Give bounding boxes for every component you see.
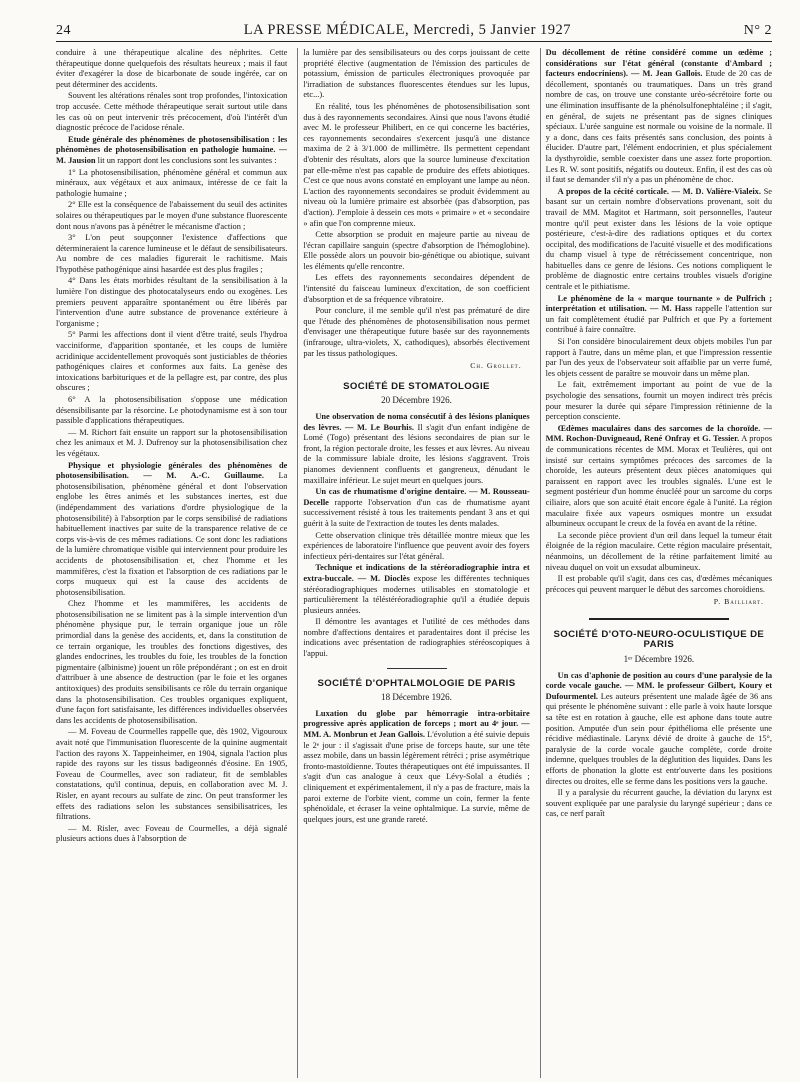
paragraph: — M. Foveau de Courmelles rappelle que, dès 1902, Vigouroux avait noté que l'immunisation fluorescente de la quinine augmentait l'action des rayons X. Tappeinheimer, en 1904, signala l'action plus rapide des rayons sur les tissus badigeonnés d'éosine. En 1905, Foveau de Courmelles, avec son radiateur, fit de semblables constatations, qu'il continua, depuis, en collaboration avec M. J. Risler, en ayant recours au sulfate de zinc. On peut transformer les effets des radiations selon les substances sensibilisatrices, les filtrations.	[56, 727, 288, 822]
paragraph: Souvent les altérations rénales sont trop profondes, l'intoxication trop accusée. Cette méthode thérapeutique serait surtout utile dans les cas où on peut intervenir très précocement, d'où l'intérêt d'un diagnostic précoce de l'acidose rénale.	[56, 91, 288, 133]
paragraph: Cette absorption se produit en majeure partie au niveau de l'écran capillaire sanguin (spectre d'absorption de l'hémoglobine). Elle possède alors un pouvoir bio-génétique ou abiotique, suivant les éléments qu'elle rencontre.	[303, 230, 530, 271]
paragraph-text: rapporte l'observation d'un cas de rhumatisme ayant successivement résisté à tous les traitements pendant 3 ans et qui guérit à la suite de l'extraction de toutes les dents malades.	[303, 497, 530, 528]
signature: Ch. Grollet.	[470, 361, 522, 371]
article-columns	[56, 48, 772, 1078]
section-date: 1ᵉʳ Décembre 1926.	[623, 654, 695, 665]
paragraph: La seconde pièce provient d'un œil dans lequel la tumeur était éloignée de la région maculaire. Cette région maculaire présentait, néanmoins, un décollement de la rétine parfaitement limité au niveau duquel on voit un exsudat albumineux.	[545, 530, 773, 572]
section-divider	[387, 668, 447, 669]
paragraph-heading: Luxation du globe par hémorragie intra-orbitaire progressive après application de forceps ; mort au 4ᵉ jour. — MM. A. Monbrun et Jean Gallois.	[303, 708, 530, 740]
conclusion-item: 1° La photosensibilisation, phénomène général et commun aux minéraux, aux végétaux et aux animaux, intéresse de ce fait la pathologie humaine ;	[56, 167, 288, 198]
paragraph-heading: Un cas de rhumatisme d'origine dentaire. — M. Rousseau-Decelle	[303, 487, 530, 507]
paragraph	[303, 563, 529, 616]
paragraph-heading: Technique et indications de la stéréoradiographie intra et extra-buccale. — M. Dioclès	[303, 563, 530, 583]
paragraph	[56, 461, 287, 599]
paragraph: Le fait, extrêmement important au point de vue de la psychologie des sensations, fournit un moyen indirect très précis pour mesurer la durée qui sépare l'impression rétinienne de la perception consciente.	[545, 380, 773, 422]
conclusion-item: 6° A la photosensibilisation s'oppose une médication désensibilisante par la résorcine. Le photodynamisme est à son tour passible d'applications thérapeutiques.	[56, 395, 288, 426]
paragraph-text: La photosensibilisation, phénomène général et dont l'observation englobe les êtres animés et les substances inertes, est due (indépendamment des variations d'ordre physiologique de la photosensibilité) à l'absorption par le corps sensibilisé de radiations habituellement inactives par suite de la transparence relative de ce corps vis-à-vis de ces mêmes radiations. Ce sont donc les radiations de la lumière chromatique visible qui interviennent pour produire les accidents de photosensibilisation et, chez l'homme et les mammifères, c'est la fixation et l'absorption de ces radiations par le corps muqueux qui est la cause des accidents de photosensibilisation.	[56, 471, 288, 597]
paragraph	[546, 671, 772, 788]
paragraph-text: lit un rapport dont les conclusions sont les suivantes :	[95, 155, 277, 165]
paragraph-heading: Du décollement de rétine considéré comme un œdème ; considérations sur l'état général (constante d'Ambard ; facteurs endocriniens). — M. Jean Gallois.	[545, 48, 773, 79]
paragraph: Chez l'homme et les mammifères, les accidents de photosensibilisation ne se limitent pas à la simple intervention d'un phénomène physique pur, le terrain organique joue un rôle primordial dans la genèse des accidents, et, dans la constitution de ce terrain organique, les troubles des fonctions digestives, des glandes endocrines, les troubles du foie, les troubles de la fonction pigmentaire (albinisme) jouent un rôle prépondérant ; on est en droit d'attribuer à une absence de destruction (par le foie et les organes antitoxiques) des produits sensibilisants ce rôle du terrain organique dans la photosensibilisation. Ces troubles organiques expliquent, d'une façon fort satisfaisante, les différences individuelles observées dans les accidents de photosensibilisation.	[56, 599, 288, 725]
section-heading-ophtalmologie: SOCIÉTÉ D'OPHTALMOLOGIE DE PARIS	[317, 677, 516, 689]
paragraph	[546, 294, 772, 336]
paragraph	[546, 48, 772, 186]
conclusion-item: 4° Dans les états morbides résultant de la sensibilisation à la lumière l'on distingue des photocatalyseurs endo ou exogènes. Les premiers peuvent apparaître spontanément ou être libérés par l'intervention d'une autre substance de provenance extérieure à l'organisme ;	[56, 276, 288, 328]
paragraph-text: expose les différentes techniques stéréoradiographiques modernes utilisables en stomatologie et particulièrement la téléstéréoradiographie qu'il a étudiée depuis plusieurs années.	[303, 573, 530, 615]
paragraph: En réalité, tous les phénomènes de photosensibilisation sont dus à des rayonnements secondaires. Ainsi que nous l'avons étudié avec M. le professeur Philibert, en ce qui concerne les bactéries, ces rayonnements secondaires s'exercent jusqu'à une distance maxima de 2 à 3/1.000 de millimètre. Ils permettent cependant d'obtenir des résultats, alors que la source lumineuse d'excitation par elle-même n'est pas capable de produire des effets abiotiques. C'est ce que nous avons constaté en employant une lampe au néon. L'action des rayonnements secondaires se produit évidemment au niveau où la lumière primaire est absorbée (pas d'absorption, pas d'action). J'emploie à dessein ces mots « primaire » et « secondaire » afin que l'on comprenne mieux.	[303, 101, 530, 228]
conclusion-item: 5° Parmi les affections dont il vient d'être traité, seuls l'hydroa vacciniforme, d'apparition spontanée, et les coups de lumière acridinique accidentellement provoqués sont justiciables de théories pathogéniques claires et conformes aux faits. La genèse des intoxications barbituriques et de la pellagre est, par contre, des plus obscures ;	[56, 330, 288, 393]
column-3	[540, 48, 772, 1078]
journal-title: LA PRESSE MÉDICALE, Mercredi, 5 Janvier 1927	[243, 22, 572, 38]
page-number: 24	[56, 23, 71, 38]
column-2	[297, 48, 529, 1078]
section-date: 18 Décembre 1926.	[381, 692, 452, 703]
paragraph-text: Se basant sur un certain nombre d'observations provenant, soit du travail de MM. Magitot et Hartmann, soit personnelles, l'auteur montre qu'il peut exister dans les lésions de la voie optique postérieure, c'est-à-dire des radiations optiques et du cortex occipital, des modifications de l'acuité visuelle et des modifications du champ visuel à type de rétrécissement concentrique, non habituelles dans ce genre de lésions. Ces notions compliquent le problème de diagnostic entre certains troubles visuels d'origine centrale et le pithiatisme.	[545, 186, 773, 292]
paragraph: Il y a paralysie du récurrent gauche, la déviation du larynx est souvent expliquée par une paralysie du laryngé supérieur ; dans ce cas, ce nerf paraît	[545, 788, 773, 819]
section-heading-oto-neuro: SOCIÉTÉ D'OTO-NEURO-OCULISTIQUE DE PARIS	[553, 628, 765, 651]
paragraph-text: Etude de 20 cas de décollement, spontanés ou traumatiques. Dans un très grand nombre de cas, on trouve une constante uréo-sécrétoire forte ou une élimination insuffisante de la phénolsulfonephtaléine ; il s'agit, en général, de sujets ne présentant pas de signes cliniques spéciaux. L'urée sanguine est normale ou voisine de la normale. Il y a donc, dans ces faits présentés sans conclusion, des points à élucider. D'autre part, l'élément endocrinien, et plus spécialement la dysthyroïdie, semble coexister dans une assez forte proportion. Les R. W. sont positifs, négatifs ou douteux. Enfin, il est des cas où il faut se demander s'il n'y a pas un phénomène de choc.	[545, 69, 773, 185]
paragraph: conduire à une thérapeutique alcaline des néphrites. Cette thérapeutique donne quelquefois des résultats heureux ; mais il faut éviter d'exagérer la dose de bicarbonate de soude ingérée, car on peut déterminer des accidents.	[56, 48, 288, 89]
paragraph-text: L'évolution a été suivie depuis le 2ᵉ jour : il s'agissait d'une prise de forceps haute, sur une tête assez mobile, dans un bassin légèrement rétréci ; prise asymétrique fronto-mastoïdienne. Toutes thérapeutiques ont été impuissantes. Il s'agit d'un cas analogue à ceux que Lévy-Solal a étudiés ; cliniquement et expérimentalement, il n'y a pas de fracture, mais la paroi externe de l'orbite vient, comme un coin, fermer la fente sphénoïdale, et écraser la veine ophtalmique. La survie, même de quelques jours, est une grande rareté.	[303, 730, 530, 824]
paragraph: — M. Richort fait ensuite un rapport sur la photosensibilisation chez les animaux et M. J. Dufrenoy sur la photosensibilisation chez les végétaux.	[56, 427, 288, 458]
paragraph-heading: Une observation de noma consécutif à des lésions planiques des lèvres. — M. Le Bourhis.	[303, 412, 530, 432]
page-header	[56, 22, 772, 42]
paragraph-heading: Etude générale des phénomènes de photosensibilisation : les phénomènes de photosensibilisation en pathologie humaine. — M. Jausion	[56, 134, 288, 165]
paragraph	[303, 487, 529, 529]
paragraph	[546, 424, 772, 530]
paragraph-text: rappelle l'attention sur un fait complètement étudié par Pulfrich et que Py a fortement contribué à faire connaître.	[545, 304, 773, 335]
paragraph-heading: Physique et physiologie générales des phénomènes de photosensibilisation. — M. A.-C. Guillaume.	[56, 460, 288, 481]
paragraph-heading: Le phénomène de la « marque tournante » de Pulfrich ; interprétation et utilisation. — M. Hass	[545, 293, 773, 314]
signature: P. Bailliart.	[713, 597, 765, 607]
conclusion-item: 3° L'on peut soupçonner l'existence d'affections que détermineraient la carence lumineuse et le défaut de sensibilisateurs. Au nombre de ces maladies figurerait le rachitisme. Mais l'hypothèse pathogénique ainsi hasardée est des plus fragiles ;	[56, 233, 288, 274]
header-rule	[56, 41, 772, 42]
conclusion-item: 2° Elle est la conséquence de l'abaissement du seuil des actinites solaires ou thérapeutiques par le moyen d'une substance fluorescente dont nous n'avons pas à pénétrer le mécanisme d'action ;	[56, 200, 288, 231]
section-divider	[589, 618, 729, 620]
paragraph: Les effets des rayonnements secondaires dépendent de l'intensité du faisceau lumineux d'excitation, de son coefficient d'absorption et de sa fréquence vibratoire.	[303, 273, 530, 304]
paragraph: la lumière par des sensibilisateurs ou des corps jouissant de cette propriété élective (augmentation de l'émission des particules de potassium, émission de particules électroniques provoquée par l'irradiation de substances fluorescentes étendues sur les lupus, etc...).	[303, 48, 530, 100]
paragraph: Il est probable qu'il s'agit, dans ces cas, d'œdèmes mécaniques précoces qui peuvent marquer le début des sarcomes choroïdiens.	[545, 574, 773, 594]
paragraph-text: Les auteurs présentent une malade âgée de 36 ans qui présente le phénomène suivant : elle parle à voix haute lorsque sa tête est en rotation à gauche, elle est aphone dans toute autre position. Amputée d'un sein pour épithélioma elle présente une récidive médiastinale. Larynx dévié de droite à gauche de 15°, paralysie de la corde vocale gauche complète, corde droite indemne, quelques troubles de la déglutition des liquides. Dans les efforts de phonation la glotte est entr'ouverte dans les positions directes ou droites, elle se ferme dans les positions vers la gauche.	[545, 691, 773, 786]
section-date: 20 Décembre 1926.	[381, 395, 452, 406]
column-1	[56, 48, 287, 1078]
paragraph	[546, 187, 772, 293]
paragraph: Il démontre les avantages et l'utilité de ces méthodes dans nombre d'affections dentaires et paradentaires dont il précise les indications avec présentation de radiographies stéréoscopiques à l'appui.	[303, 617, 530, 659]
paragraph-text: Il s'agit d'un enfant indigène de Lomé (Togo) présentant des lésions secondaires de pian sur le front, la région pectorale droite, les fesses et aux lèvres. Au niveau de la commissure labiale droite, les lésions s'aggravent. Trois pianomes deviennent confluents et gangreneux, dénudant le maxillaire inférieur. Le sujet meurt en quelques jours.	[303, 422, 530, 485]
paragraph	[56, 135, 287, 167]
paragraph	[303, 412, 529, 486]
section-heading-stomatologie: SOCIÉTÉ DE STOMATOLOGIE	[343, 380, 490, 392]
paragraph-text: A propos de communications récentes de MM. Morax et Teulières, qui ont insisté sur certains symptômes précoces des sarcomes de la choroïde, les auteurs présentent deux pièces anatomiques qui paraissent en rapport avec les troubles signalés. L'une est le segment postérieur d'un homme énucléé pour un sarcome du corps ciliaire, alors que son acuité était encore égale à l'unité. La région maculaire fixée aux vapeurs osmiques montre un exsudat albumineux occupant le creux de la fovéa en avant de la rétine.	[545, 434, 773, 529]
paragraph-heading: Œdèmes maculaires dans des sarcomes de la choroïde. — MM. Rochon-Duvigneaud, René Onfray et G. Tessier.	[545, 423, 773, 444]
paragraph: Si l'on considère binoculairement deux objets mobiles l'un par rapport à l'autre, dans un même plan, et que l'impression ressentie par l'un des yeux de l'observateur soit affaiblie par un verre fumé, les objets cessent de paraître se mouvoir dans un même plan.	[545, 337, 773, 378]
paragraph: Pour conclure, il me semble qu'il n'est pas prématuré de dire que l'étude des phénomènes de photosensibilisation nous permet d'envisager une thérapeutique future basée sur des rayonnements (infrarouge, ultra-violets, X, cathodiques), absorbés électivement par les tissus pathologiques.	[303, 306, 530, 358]
paragraph: — M. Risler, avec Foveau de Courmelles, a déjà signalé plusieurs actions dues à l'absorption de	[56, 823, 288, 844]
issue-number: N° 2	[743, 23, 772, 38]
paragraph-heading: Un cas d'aphonie de position au cours d'une paralysie de la corde vocale gauche. — MM. le professeur Gilbert, Koury et Dufourmentel.	[545, 670, 773, 701]
paragraph-heading: A propos de la cécité corticale. — M. D. Valière-Vialeix.	[557, 186, 761, 196]
paragraph: Cette observation clinique très détaillée montre mieux que les expériences de laboratoire l'influence que peuvent avoir des foyers infectieux péri-dentaires sur l'état général.	[303, 530, 530, 561]
paragraph	[303, 709, 529, 826]
